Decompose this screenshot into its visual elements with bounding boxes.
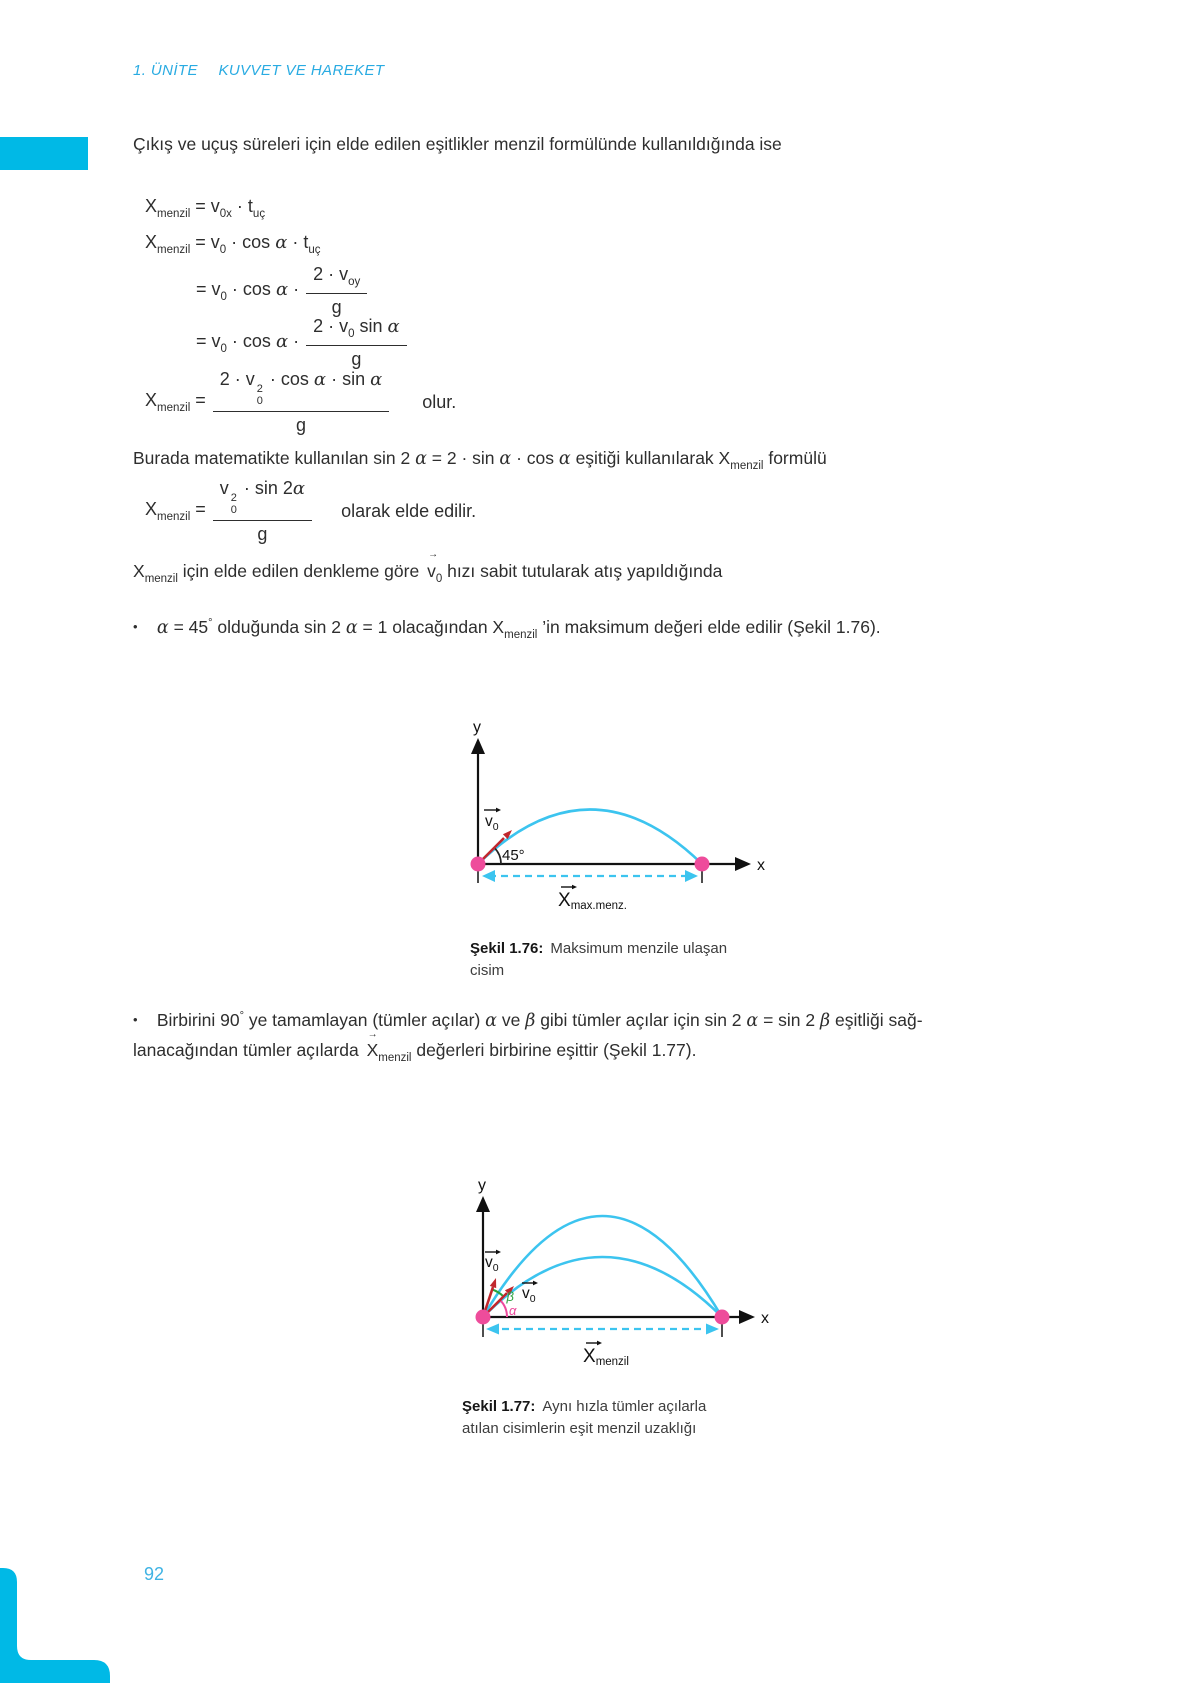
range-arrow-right xyxy=(685,870,698,882)
range-vector-head xyxy=(572,885,577,889)
bullet-icon: • xyxy=(133,1012,138,1027)
fraction-numerator: $2 \cdot v_{oy}$ xyxy=(313,264,361,288)
identity-paragraph: Burada matematikte kullanılan sin 2 α = 2 · sin α · cos α eşitiği kullanılarak $X_{menzil}$ formülü xyxy=(133,448,827,472)
trajectory-curve-steep xyxy=(483,1216,722,1317)
caption-text-line2: atılan cisimlerin eşit menzil uzaklığı xyxy=(462,1420,697,1437)
y-axis-arrowhead xyxy=(471,738,485,754)
range-arrow-left xyxy=(482,870,495,882)
x-axis-arrowhead xyxy=(739,1310,755,1324)
v0-label-steep: $v_0$ xyxy=(485,1254,499,1274)
figure-1-76 xyxy=(405,660,785,920)
caption-text: Aynı hızla tümler açılarla xyxy=(542,1398,707,1415)
fraction-numerator: $2 \cdot v_0$ sin α xyxy=(313,316,400,340)
launch-dot xyxy=(476,1310,491,1325)
caption-1-76 xyxy=(470,938,727,982)
v0-label-shallow: $v_0$ xyxy=(522,1285,536,1305)
caption-number: Şekil 1.76: xyxy=(470,940,544,957)
fraction xyxy=(213,478,312,545)
fraction-denominator: g xyxy=(306,345,407,370)
decor-left-cyan-bar xyxy=(0,137,88,170)
chapter-header xyxy=(133,62,384,79)
eq5-tail: olur. xyxy=(422,391,457,412)
fraction-denominator: g xyxy=(213,520,312,545)
caption-text: Maksimum menzile ulaşan xyxy=(550,940,728,957)
intro-paragraph: Çıkış ve uçuş süreleri için elde edilen eşitlikler menzil formülünde kullanıldığında ise xyxy=(133,134,782,154)
bullet-text: α = 45° olduğunda sin 2 α = 1 olacağından $X_{menzil}$ ’in maksimum değeri elde edilir (Şekil 1.76). xyxy=(156,617,881,641)
alpha-label: α xyxy=(509,1303,517,1318)
range-arrow-right xyxy=(706,1324,719,1335)
equation-xmenzil-result xyxy=(145,369,456,436)
fraction-numerator: v 2 0 · sin 2α xyxy=(219,478,306,516)
v0-label: $v_0$ xyxy=(485,813,499,833)
x-axis-arrowhead xyxy=(735,857,751,871)
fraction xyxy=(213,369,389,436)
velocity-arrowhead-steep xyxy=(490,1278,496,1288)
y-axis-label: y xyxy=(478,1177,486,1194)
bullet-item-complementary-line2 xyxy=(133,1029,697,1064)
eq5-lhs: $X_{menzil}$ = xyxy=(145,390,206,415)
y-axis-label: y xyxy=(473,719,481,736)
x-axis-label: x xyxy=(757,857,765,874)
equation-xmenzil-1: $X_{menzil} = v_{0x} \cdot t_{uç}$ xyxy=(145,196,266,220)
eq6-tail: olarak elde edilir. xyxy=(341,500,477,521)
bullet-item-max-range xyxy=(133,617,881,641)
bullet-text: lanacağından tümler açılarda → $X_{menzil}$ değerleri birbirine eşittir (Şekil 1.77). xyxy=(133,1029,697,1064)
eq6-lhs: $X_{menzil}$ = xyxy=(145,499,206,524)
equation-xmenzil-4 xyxy=(196,316,414,370)
range-vector-head xyxy=(597,1341,602,1346)
range-arrow-left xyxy=(486,1324,499,1335)
bullet-icon: • xyxy=(133,619,138,634)
caption-text-line2: cisim xyxy=(470,962,505,979)
fraction-numerator: 2 · v 2 0 · cos α · sin α xyxy=(219,369,383,407)
decor-corner-shape xyxy=(0,1568,110,1683)
eq3-lhs: = $v_0 \cdot \cos \alpha$ · xyxy=(196,278,300,303)
figure-1-77 xyxy=(405,1090,790,1375)
bullet-item-complementary-line1 xyxy=(133,1010,923,1031)
fraction-denominator: g xyxy=(213,411,389,436)
equation-xmenzil-3 xyxy=(196,264,374,318)
unit-label: 1. ÜNİTE xyxy=(133,62,198,79)
fraction-denominator: g xyxy=(306,293,367,318)
caption-1-77 xyxy=(462,1396,706,1440)
caption-number: Şekil 1.77: xyxy=(462,1398,536,1415)
landing-dot xyxy=(715,1310,730,1325)
bullet-text: Birbirini 90° ye tamamlayan (tümler açılar) α ve β gibi tümler açılar için sin 2 α = sin 2 β eşitliği sağ- xyxy=(156,1010,923,1031)
equation-xmenzil-2: $X_{menzil} = v_0 \cdot \cos \alpha \cdot t_{uç}$ xyxy=(145,232,321,256)
range-label: Xmax.menz. xyxy=(558,890,627,912)
y-axis-arrowhead xyxy=(476,1196,490,1212)
beta-label: β xyxy=(506,1289,514,1304)
v0-vector-head-shallow xyxy=(533,1281,538,1286)
chapter-title: KUVVET VE HAREKET xyxy=(218,62,385,79)
constant-speed-paragraph: $X_{menzil}$ için elde edilen denkleme göre → $v_0$ hızı sabit tutularak atış yapıldığında xyxy=(133,549,723,585)
fraction xyxy=(306,316,407,370)
range-label: Xmenzil xyxy=(583,1346,629,1368)
launch-dot xyxy=(471,857,486,872)
angle-label: 45° xyxy=(502,847,525,864)
landing-dot xyxy=(695,857,710,872)
equation-sin2a-form xyxy=(145,478,476,545)
v0-vector-head xyxy=(496,808,501,813)
fraction xyxy=(306,264,367,318)
page-number: 92 xyxy=(144,1564,165,1584)
x-axis-label: x xyxy=(761,1310,769,1327)
decor-bottom-corner xyxy=(0,1560,120,1683)
v0-vector-head-steep xyxy=(496,1250,501,1255)
eq4-lhs: = $v_0 \cdot \cos \alpha$ · xyxy=(196,330,300,355)
